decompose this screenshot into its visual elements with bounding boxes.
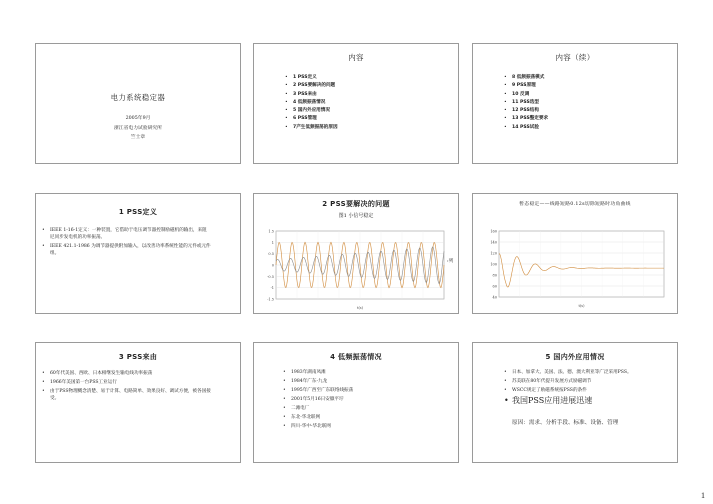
- slide-transient[interactable]: [472, 193, 678, 314]
- y-tick-label: 0.5: [268, 252, 274, 257]
- list-item: • 苏美联在80年代提升发展方式励磁调节: [503, 378, 673, 385]
- slide-problem[interactable]: [253, 193, 459, 314]
- y-tick-label: 80: [492, 273, 497, 278]
- small-signal-chart: [260, 227, 448, 311]
- list-item: • 1966年美国第一台PSS工业运行: [41, 379, 213, 386]
- contents-list: [284, 74, 338, 132]
- slide-contents[interactable]: [253, 43, 459, 164]
- slide-origin[interactable]: [35, 342, 241, 463]
- cover-title: 电力系统稳定器: [110, 93, 166, 102]
- list-item: • 1 PSS定义: [284, 74, 338, 82]
- y-tick-label: -0.5: [267, 274, 274, 279]
- list-item: • 8 低频振荡模式: [503, 74, 548, 82]
- list-item: • 11 PSS选型: [503, 99, 548, 107]
- cover-date: 2005年9月: [125, 116, 151, 121]
- slide-title: 3 PSS来由: [118, 353, 158, 361]
- list-item: • 二滩电厂: [282, 405, 452, 412]
- oscillation-list: [282, 369, 452, 432]
- y-tick-label: 1.5: [268, 229, 274, 234]
- figure-caption: 图1 小信号稳定: [338, 213, 374, 219]
- application-reason: 原因：需求、分析手段、标准、设备、管理: [512, 420, 619, 426]
- y-tick-label: 140: [490, 240, 497, 245]
- side-note: :列: [447, 259, 454, 264]
- slide-title: 2 PSS要解决的问题: [322, 200, 390, 208]
- slide-cover[interactable]: [35, 43, 241, 164]
- slide-definition[interactable]: [35, 193, 241, 314]
- y-tick-label: -1.5: [267, 297, 274, 302]
- y-tick-label: 0: [271, 263, 274, 268]
- y-tick-label: 160: [490, 229, 497, 234]
- list-item: • 2001年5月16日安徽平圩: [282, 396, 452, 403]
- list-item: • 14 PSS试验: [503, 124, 548, 132]
- list-item: • WSCC规定了励磁系统按PSS的条件: [503, 387, 673, 394]
- list-item: • 4 低频振荡情况: [284, 99, 338, 107]
- application-list: [503, 369, 673, 408]
- slide-title: 内容（续）: [555, 53, 595, 62]
- x-axis-label: t(s): [578, 304, 585, 308]
- y-tick-label: 40: [492, 295, 497, 300]
- list-item: • 1983年湖南凤滩: [282, 369, 452, 376]
- list-item: • 东北-华北联网: [282, 414, 452, 421]
- list-item: • 9 PSS原理: [503, 82, 548, 90]
- slide-contents-continued[interactable]: [472, 43, 678, 164]
- list-item: • 日本、加拿大、美国、法、德、澳大利亚等广泛采用PSS。: [503, 369, 673, 376]
- list-item: • 四川-华中-华北联网: [282, 423, 452, 430]
- list-item: • 我国PSS应用进展迅速: [503, 396, 673, 406]
- cover-author: 竺士章: [130, 135, 146, 140]
- y-tick-label: 60: [492, 284, 497, 289]
- y-tick-label: -1: [270, 286, 274, 291]
- definition-list: [41, 227, 211, 259]
- y-tick-label: 1: [271, 240, 274, 245]
- list-item: • 由于PSS物理概念清楚、易于计算、电路简单、效果良好、调试方便，被各国接受。: [41, 388, 213, 402]
- list-item: • 3 PSS来由: [284, 91, 338, 99]
- y-tick-label: 100: [490, 262, 497, 267]
- cover-org: 浙江省电力试验研究所: [114, 126, 162, 131]
- list-item: • IEEE 421.1-1986 为调节器提供附加输入，以改善功率系统性能的元件或元件组。: [41, 243, 211, 257]
- page-number: 1: [701, 491, 705, 500]
- list-item: • 5 国内外应用情况: [284, 107, 338, 115]
- list-item: • 1995年广西至广东联络线振荡: [282, 387, 452, 394]
- list-item: • 1984年广东-九龙: [282, 378, 452, 385]
- list-item: • 2 PSS要解决的问题: [284, 82, 338, 90]
- list-item: • 10 反调: [503, 91, 548, 99]
- y-tick-label: 120: [490, 251, 497, 256]
- transient-chart: [483, 227, 668, 309]
- slide-title: 5 国内外应用情况: [545, 353, 605, 361]
- slide-oscillation[interactable]: [253, 342, 459, 463]
- slide-title: 4 低频振荡情况: [330, 353, 382, 361]
- contents-list: [503, 74, 548, 132]
- list-item: • IEEE 1-16-1定义：一种装置，它借助于电压调节器控制励磁机的输出，来阻尼同步发电机的功率振荡。: [41, 227, 211, 241]
- slide-title: 暂态稳定——线路短路0.12s切除短路时功角曲线: [519, 202, 631, 207]
- list-item: • 7产生低频振荡的原因: [284, 124, 338, 132]
- origin-list: [41, 370, 213, 404]
- slide-title: 1 PSS定义: [118, 208, 158, 216]
- list-item: • 13 PSS整定要求: [503, 115, 548, 123]
- list-item: • 60年代美国、西欧、日本相继发生输电线功率振荡: [41, 370, 213, 377]
- list-item: • 12 PSS结构: [503, 107, 548, 115]
- slide-application[interactable]: [472, 342, 678, 463]
- x-axis-label: t(s): [357, 306, 363, 310]
- list-item: • 6 PSS管理: [284, 115, 338, 123]
- slide-title: 内容: [348, 53, 364, 62]
